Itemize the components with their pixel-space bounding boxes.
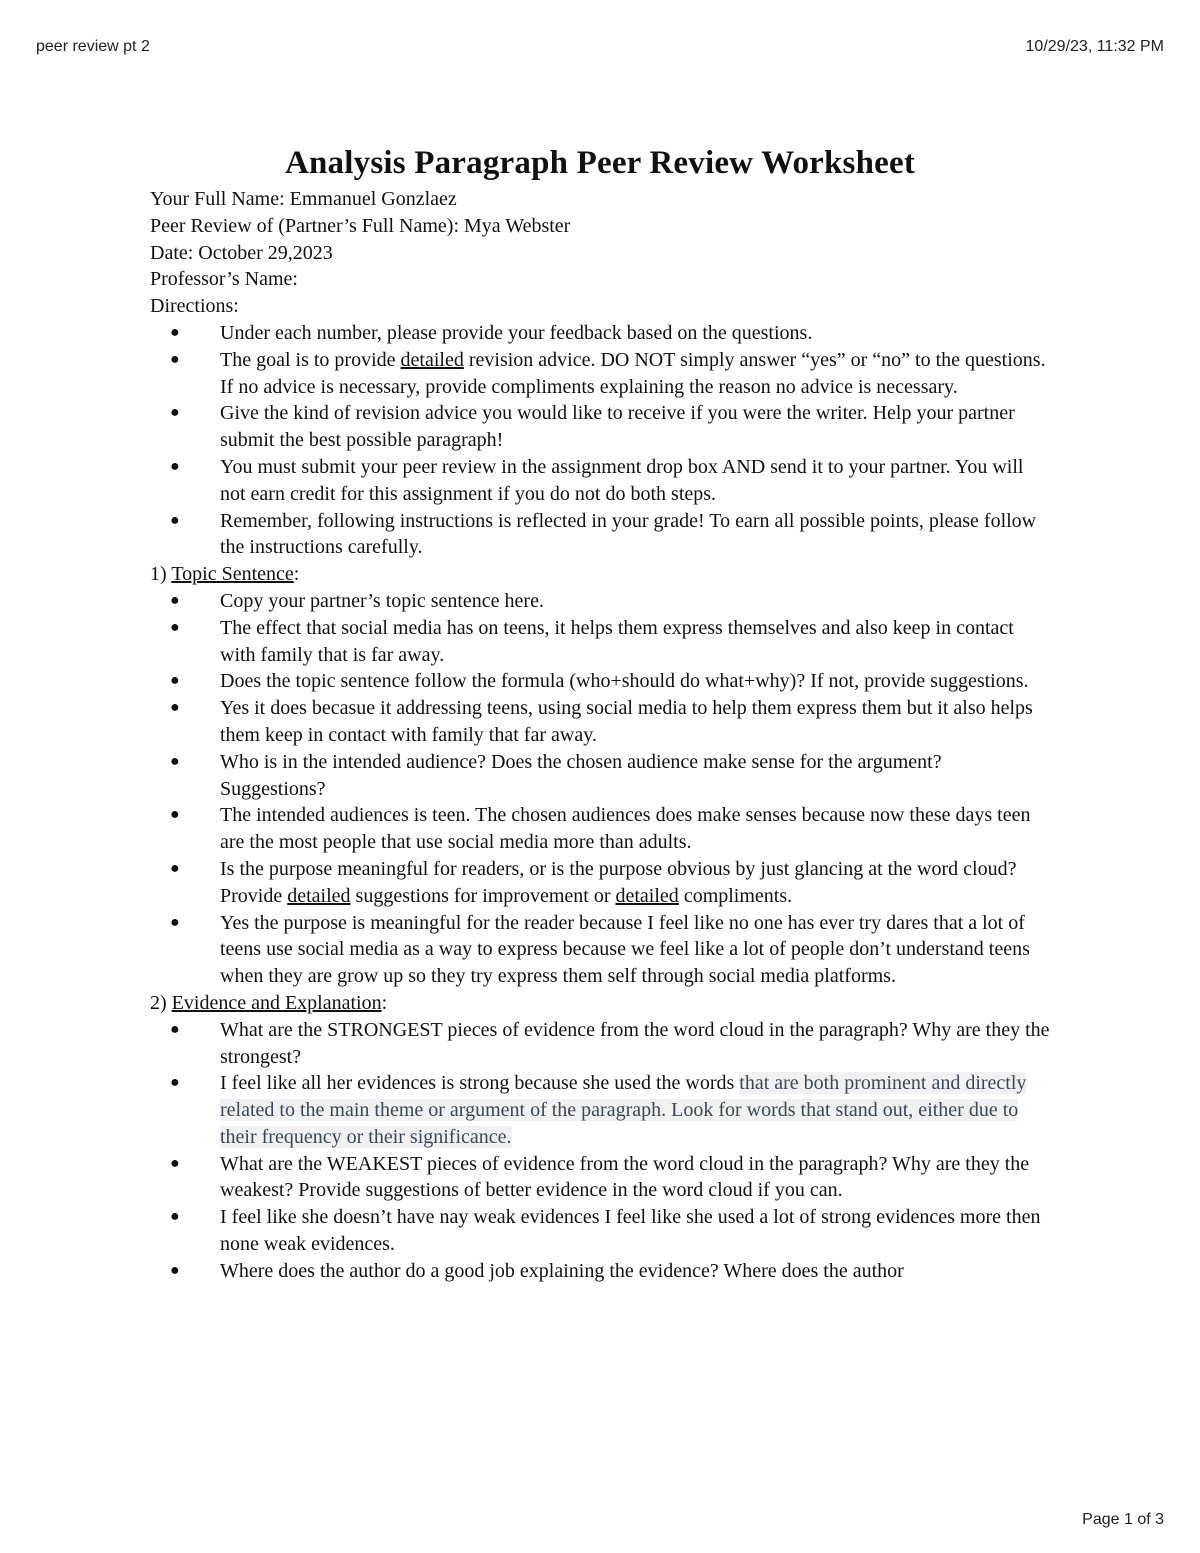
page-title: Analysis Paragraph Peer Review Worksheet bbox=[284, 145, 916, 181]
bullet-icon: ● bbox=[170, 1074, 180, 1092]
bullet-icon: ● bbox=[170, 1020, 180, 1038]
print-header-timestamp: 10/29/23, 11:32 PM bbox=[1025, 38, 1164, 55]
direction-text: You must submit your peer review in the assignment drop box AND send it to your partner. You will not earn credit for this assignment if you do not do both steps. bbox=[220, 455, 1024, 505]
worksheet-document bbox=[150, 142, 1050, 1285]
bullet-icon: ● bbox=[170, 404, 180, 422]
date-line: Date: October 29,2023 bbox=[150, 241, 333, 264]
list-item bbox=[150, 802, 1050, 856]
list-item bbox=[150, 508, 1050, 562]
underlined-word: detailed bbox=[400, 348, 464, 371]
section-colon: : bbox=[381, 991, 388, 1014]
question-text: compliments. bbox=[678, 884, 793, 907]
section-colon: : bbox=[293, 563, 300, 586]
bullet-icon: ● bbox=[170, 672, 180, 690]
page-number: Page 1 of 3 bbox=[1082, 1511, 1164, 1528]
bullet-icon: ● bbox=[170, 1208, 180, 1226]
answer-text: The intended audiences is teen. The chosen audiences does make senses because now these days teen are the most people that use social media more than adults. bbox=[220, 804, 1031, 854]
bullet-icon: ● bbox=[170, 752, 180, 770]
section-heading-evidence bbox=[150, 990, 1050, 1017]
answer-text: The effect that social media has on teens, it helps them express themselves and also keep in contact with family that is far away. bbox=[220, 616, 1014, 666]
list-item bbox=[150, 1258, 1050, 1285]
direction-text: Remember, following instructions is reflected in your grade! To earn all possible points, please follow the instructions carefully. bbox=[220, 509, 1037, 559]
full-name-line: Your Full Name: Emmanuel Gonzlaez bbox=[150, 188, 457, 210]
bullet-icon: ● bbox=[170, 859, 180, 877]
list-item bbox=[150, 615, 1050, 669]
bullet-icon: ● bbox=[170, 1261, 180, 1279]
bullet-icon: ● bbox=[170, 457, 180, 475]
highlighted-answer-text: that are both prominent and directly related to the main theme or argument of the paragraph. Look for words that stand out, either due to their frequency or their significance. bbox=[220, 1072, 1027, 1148]
question-text: Does the topic sentence follow the formula (who+should do what+why)? If not, provide suggestions. bbox=[220, 670, 1029, 693]
list-item bbox=[150, 749, 1050, 803]
topic-sentence-list bbox=[150, 588, 1050, 990]
list-item bbox=[150, 668, 1050, 695]
direction-text: The goal is to provide bbox=[220, 348, 401, 371]
question-text: Who is in the intended audience? Does the chosen audience make sense for the argument? Suggestions? bbox=[220, 750, 942, 800]
question-text: suggestions for improvement or bbox=[350, 884, 616, 907]
list-item bbox=[150, 454, 1050, 508]
list-item bbox=[150, 320, 1050, 347]
list-item bbox=[150, 1017, 1050, 1071]
bullet-icon: ● bbox=[170, 806, 180, 824]
section-number: 1) bbox=[150, 563, 172, 586]
list-item bbox=[150, 400, 1050, 454]
list-item bbox=[150, 1070, 1050, 1150]
question-text: What are the WEAKEST pieces of evidence from the word cloud in the paragraph? Why are they the weakest? Provide suggestions of better evidence in the word cloud if you can. bbox=[220, 1152, 1030, 1202]
list-item bbox=[150, 347, 1050, 401]
section-number: 2) bbox=[150, 991, 172, 1014]
evidence-list bbox=[150, 1017, 1050, 1285]
bullet-icon: ● bbox=[170, 1154, 180, 1172]
direction-text: revision advice. DO NOT simply answer “yes” or “no” to the questions. If no advice is necessary, provide compliments explaining the reason no advice is necessary. bbox=[220, 348, 1046, 398]
bullet-icon: ● bbox=[170, 591, 180, 609]
direction-text: Under each number, please provide your feedback based on the questions. bbox=[220, 321, 813, 344]
list-item bbox=[150, 588, 1050, 615]
bullet-icon: ● bbox=[170, 323, 180, 341]
bullet-icon: ● bbox=[170, 511, 180, 529]
bullet-icon: ● bbox=[170, 350, 180, 368]
question-text: Where does the author do a good job explaining the evidence? Where does the author bbox=[220, 1259, 904, 1282]
section-title: Topic Sentence bbox=[171, 563, 294, 586]
underlined-word: detailed bbox=[287, 884, 351, 907]
bullet-icon: ● bbox=[170, 699, 180, 717]
answer-text: I feel like all her evidences is strong because she used the words bbox=[220, 1072, 740, 1095]
directions-list bbox=[150, 320, 1050, 561]
print-header-title: peer review pt 2 bbox=[36, 38, 150, 55]
question-text: What are the STRONGEST pieces of evidence from the word cloud in the paragraph? Why are they the strongest? bbox=[220, 1018, 1050, 1068]
list-item bbox=[150, 1204, 1050, 1258]
direction-text: Give the kind of revision advice you would like to receive if you were the writer. Help your partner submit the best possible paragraph! bbox=[220, 402, 1015, 452]
answer-text: Yes the purpose is meaningful for the reader because I feel like no one has ever try dares that a lot of teens use social media as a way to express because we feel like a lot of people don’t understand teens when they are grow up so they try express them self through social media platforms. bbox=[220, 911, 1030, 988]
list-item bbox=[150, 910, 1050, 990]
answer-text: I feel like she doesn’t have nay weak evidences I feel like she used a lot of strong evidences more then none weak evidences. bbox=[220, 1206, 1041, 1256]
underlined-word: detailed bbox=[615, 884, 679, 907]
list-item bbox=[150, 856, 1050, 910]
question-text: Is the purpose meaningful for readers, or is the purpose obvious by just glancing at the word cloud? Provide bbox=[220, 857, 1017, 907]
answer-text: Yes it does becasue it addressing teens, using social media to help them express them but it also helps them keep in contact with family that far away. bbox=[220, 697, 1033, 746]
section-title: Evidence and Explanation bbox=[171, 991, 382, 1014]
bullet-icon: ● bbox=[170, 618, 180, 636]
list-item bbox=[150, 1151, 1050, 1205]
partner-name-line: Peer Review of (Partner’s Full Name): Mya Webster bbox=[150, 214, 571, 237]
question-text: Copy your partner’s topic sentence here. bbox=[220, 589, 544, 612]
professor-line: Professor’s Name: bbox=[150, 268, 298, 291]
bullet-icon: ● bbox=[170, 913, 180, 931]
list-item bbox=[150, 695, 1050, 749]
directions-label: Directions: bbox=[150, 295, 239, 318]
section-heading-topic-sentence bbox=[150, 561, 1050, 588]
